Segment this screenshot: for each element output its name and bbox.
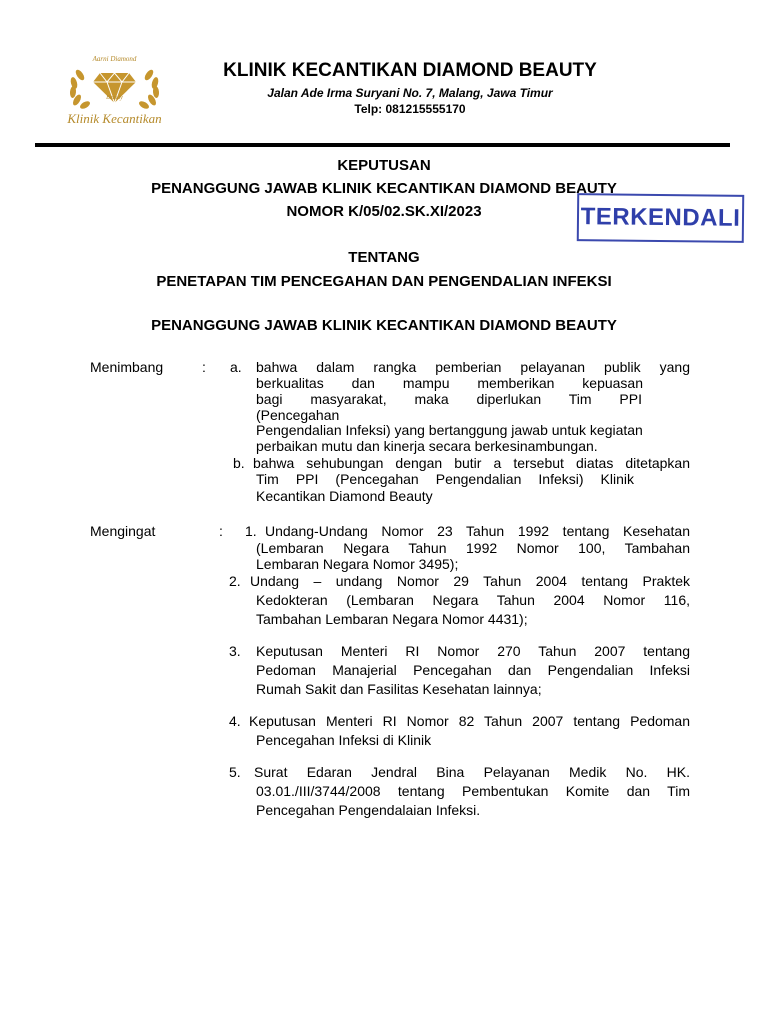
menimbang-a-line: Pengendalian Infeksi) yang bertanggung jawab untuk kegiatan bbox=[256, 422, 643, 438]
logo-top-text: Aarni Diamond bbox=[92, 55, 137, 63]
menimbang-a-line: (Pencegahan bbox=[256, 407, 340, 423]
clinic-name: KLINIK KECANTIKAN DIAMOND BEAUTY bbox=[223, 60, 597, 81]
decree-title: KEPUTUSAN bbox=[337, 157, 431, 174]
mengingat-item-marker: 1. bbox=[245, 523, 257, 539]
mengingat-item-line: Tambahan Lembaran Negara Nomor 4431); bbox=[256, 611, 528, 627]
mengingat-item-line: Keputusan Menteri RI Nomor 270 Tahun 2007 tentang bbox=[256, 643, 690, 659]
mengingat-item-line: Undang-Undang Nomor 23 Tahun 1992 tentang Kesehatan bbox=[265, 523, 690, 539]
menimbang-b-line: bahwa sehubungan dengan butir a tersebut diatas ditetapkan bbox=[253, 455, 690, 471]
mengingat-item-line: Pencegahan Infeksi di Klinik bbox=[256, 732, 432, 748]
menimbang-label: Menimbang bbox=[90, 359, 164, 375]
mengingat-item-line: Undang – undang Nomor 29 Tahun 2004 tentang Praktek bbox=[250, 573, 690, 589]
menimbang-b-line: Tim PPI (Pencegahan Pengendalian Infeksi) Klinik bbox=[256, 471, 634, 487]
logo-bottom-text: Beauty bbox=[106, 95, 123, 101]
mengingat-colon: : bbox=[219, 523, 223, 539]
mengingat-item-marker: 2. bbox=[229, 573, 241, 589]
mengingat-item-marker: 4. bbox=[229, 713, 241, 729]
menimbang-a-line: bahwa dalam rangka pemberian pelayanan publik yang bbox=[256, 359, 690, 375]
controlled-stamp: TERKENDALI bbox=[577, 193, 744, 243]
mengingat-item-line: (Lembaran Negara Tahun 1992 Nomor 100, Tambahan bbox=[256, 540, 690, 556]
mengingat-item-line: Surat Edaran Jendral Bina Pelayanan Medik No. HK. bbox=[254, 764, 690, 780]
letterhead-divider bbox=[35, 143, 730, 147]
mengingat-item-line: Lembaran Negara Nomor 3495); bbox=[256, 556, 459, 572]
menimbang-colon: : bbox=[202, 359, 206, 375]
decree-about-label: TENTANG bbox=[348, 249, 420, 266]
mengingat-item-line: Keputusan Menteri RI Nomor 82 Tahun 2007 tentang Pedoman bbox=[249, 713, 690, 729]
mengingat-label: Mengingat bbox=[90, 523, 156, 539]
mengingat-item-line: Rumah Sakit dan Fasilitas Kesehatan lainnya; bbox=[256, 681, 542, 697]
decree-issuer-repeat: PENANGGUNG JAWAB KLINIK KECANTIKAN DIAMOND BEAUTY bbox=[151, 317, 617, 334]
mengingat-item-line: Kedokteran (Lembaran Negara Tahun 2004 Nomor 116, bbox=[256, 592, 690, 608]
clinic-address: Jalan Ade Irma Suryani No. 7, Malang, Jawa Timur bbox=[267, 86, 553, 100]
menimbang-a-marker: a. bbox=[230, 359, 242, 375]
mengingat-item-marker: 3. bbox=[229, 643, 241, 659]
clinic-phone: Telp: 081215555170 bbox=[354, 102, 466, 116]
logo-script-text: Klinik Kecantikan bbox=[67, 111, 162, 126]
mengingat-item-line: Pencegahan Pengendalaian Infeksi. bbox=[256, 802, 481, 818]
menimbang-b-marker: b. bbox=[233, 455, 245, 471]
mengingat-item-marker: 5. bbox=[229, 764, 241, 780]
menimbang-b-line: Kecantikan Diamond Beauty bbox=[256, 488, 433, 504]
menimbang-a-line: perbaikan mutu dan kinerja secara berkesinambungan. bbox=[256, 438, 598, 454]
decree-subject: PENETAPAN TIM PENCEGAHAN DAN PENGENDALIAN INFEKSI bbox=[156, 273, 612, 290]
decree-issuer: PENANGGUNG JAWAB KLINIK KECANTIKAN DIAMOND BEAUTY bbox=[151, 180, 617, 197]
mengingat-item-line: Pedoman Manajerial Pencegahan dan Pengendalian Infeksi bbox=[256, 662, 690, 678]
menimbang-a-line: berkualitas dan mampu memberikan kepuasan bbox=[256, 375, 643, 391]
decree-number: NOMOR K/05/02.SK.XI/2023 bbox=[286, 203, 482, 220]
menimbang-a-line: bagi masyarakat, maka diperlukan Tim PPI bbox=[256, 391, 642, 407]
mengingat-item-line: 03.01./III/3744/2008 tentang Pembentukan Komite dan Tim bbox=[256, 783, 690, 799]
